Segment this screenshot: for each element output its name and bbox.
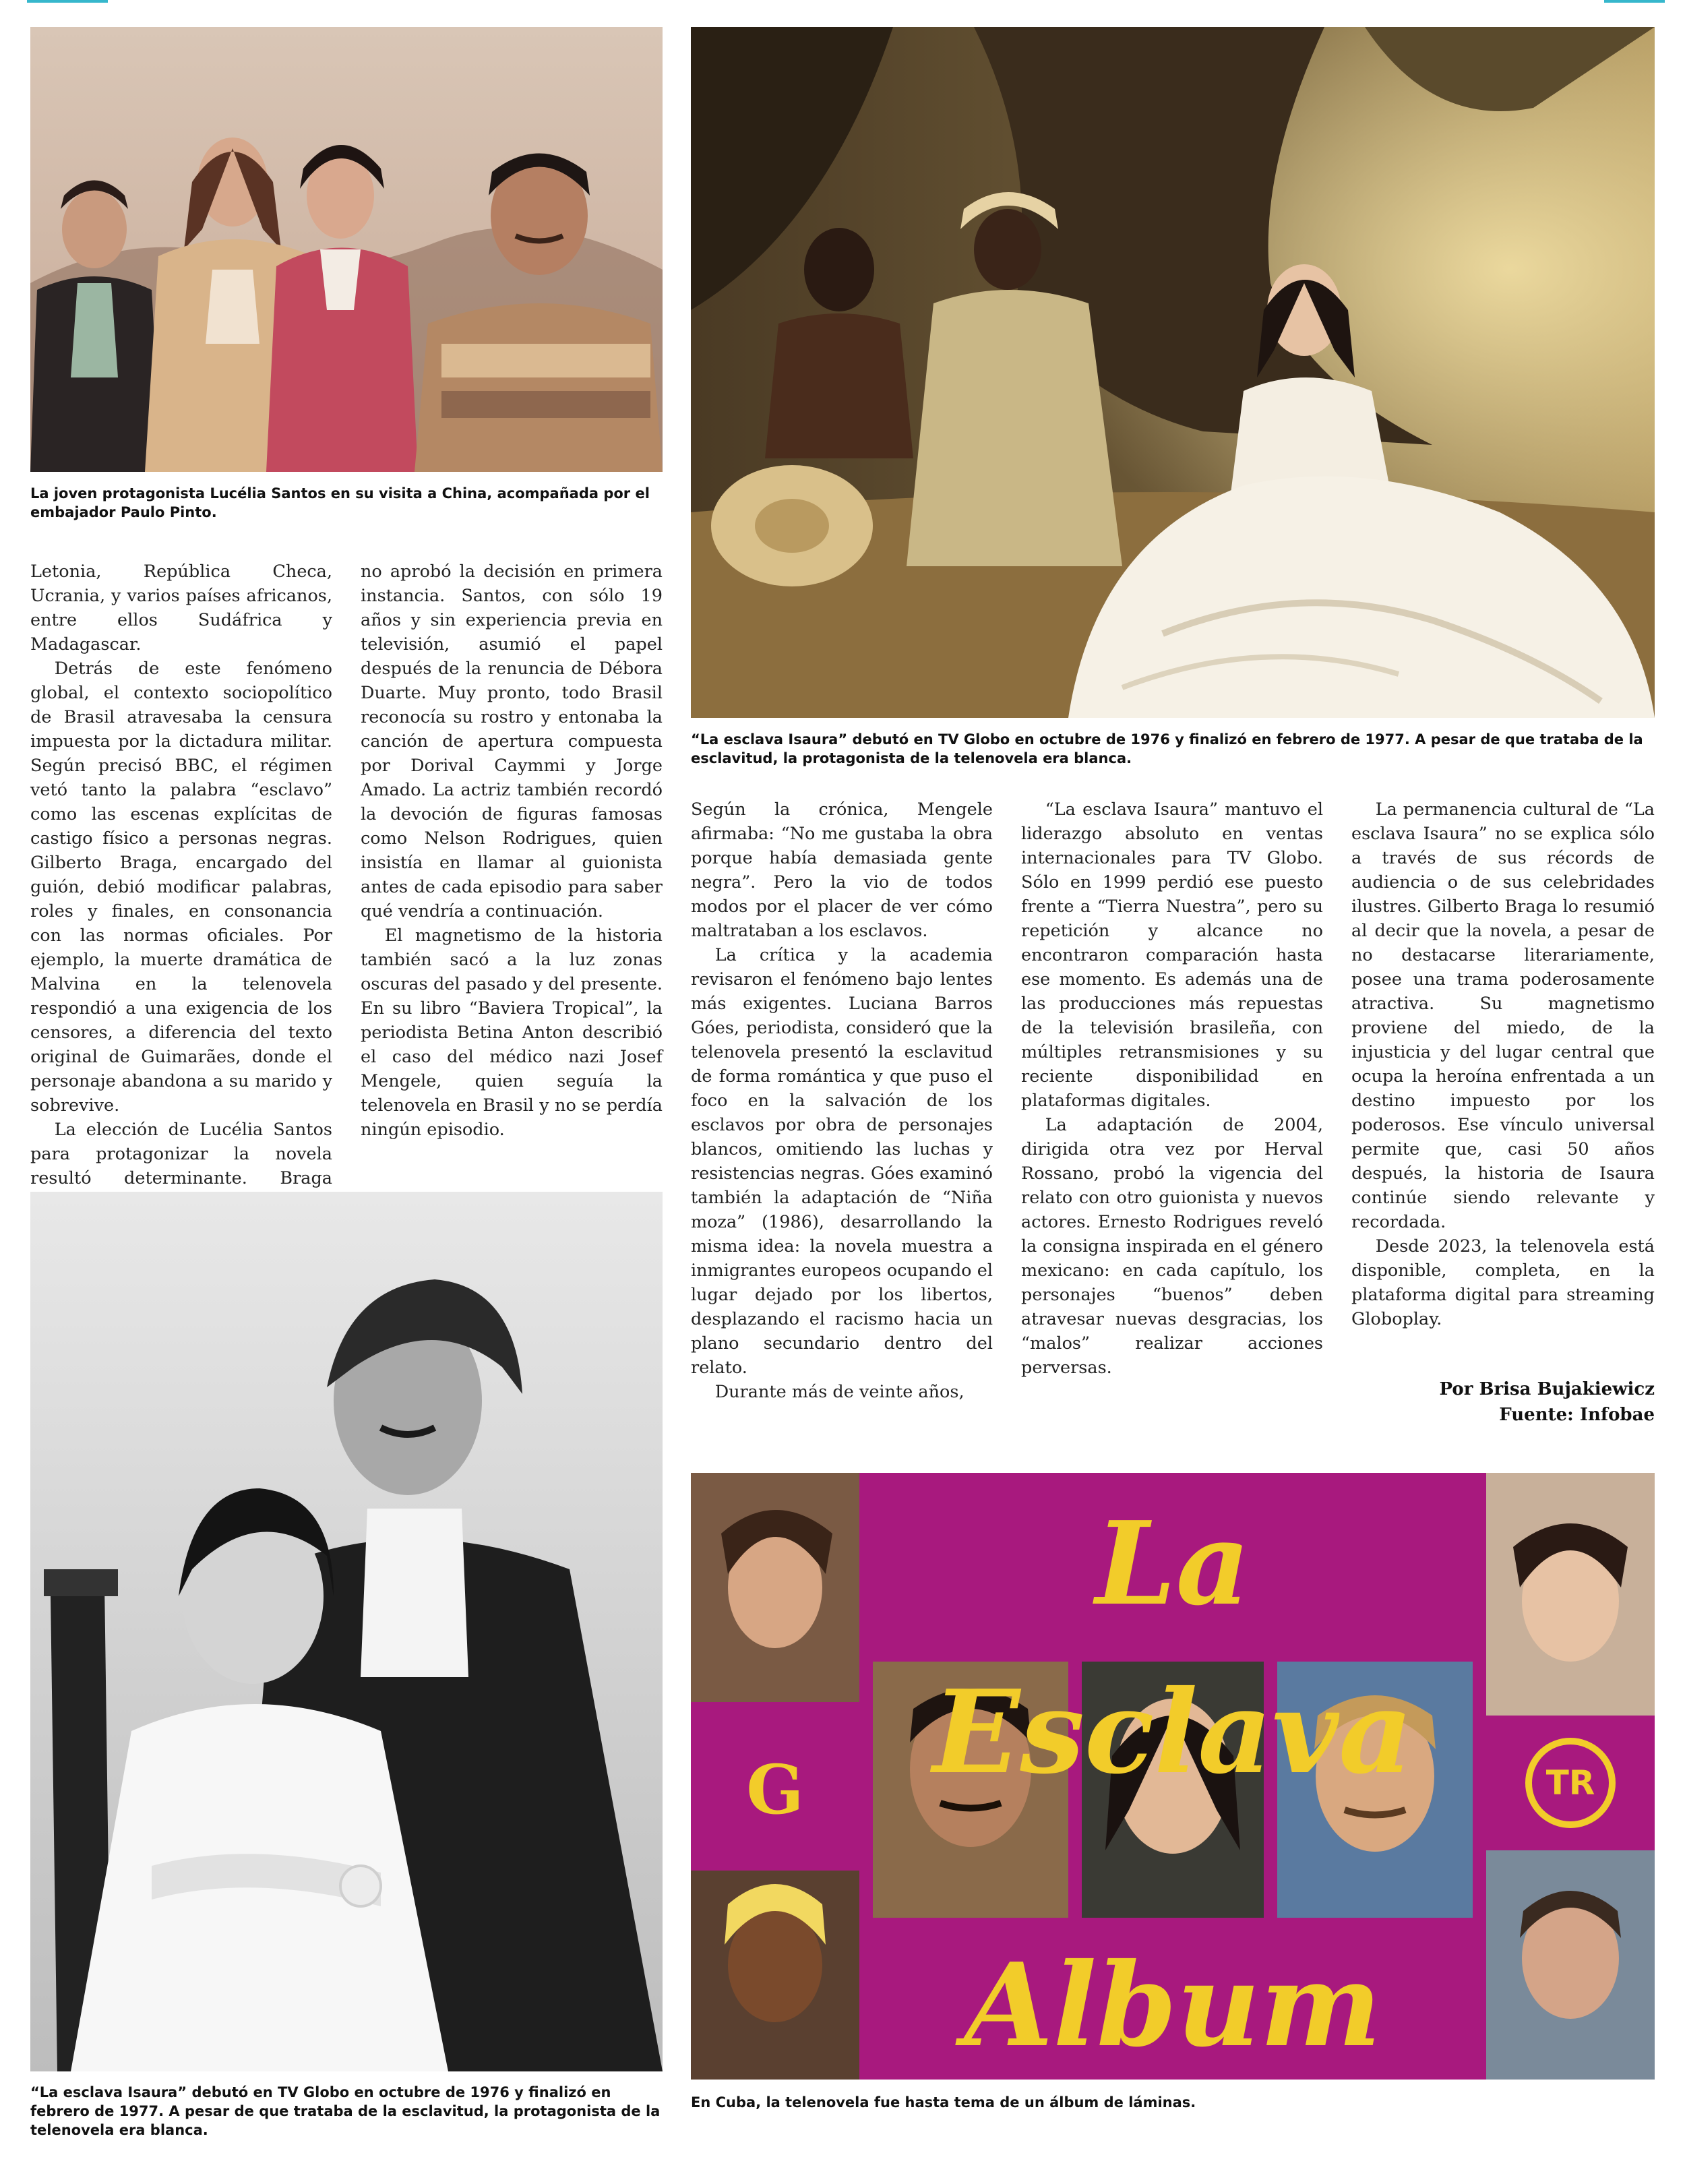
col3-para-1: Según la crónica, Mengele afirmaba: “No me gustaba la obra porque había demasiada gente negra”. Pero la vio de todos modos por el placer de ver cómo maltrataban a los esclavos. [691,799,993,941]
album-badge-g: G [746,1750,804,1829]
caption-top-right: “La esclava Isaura” debutó en TV Globo en octubre de 1976 y finalizó en febrero de 1977. A pesar de que trataba de la esclavitud, la protagonista de la telenovela era blanca. [691,731,1643,766]
article-column-1 [30,559,332,1215]
photo-isaura-couple-bw [30,1192,663,2071]
col1-para-2: Detrás de este fenómeno global, el contexto sociopolítico de Brasil atravesaba la censura impuesta por la dictadura militar. Según precisó BBC, el régimen vetó tanto la palabra “esclavo” como las escenas explícitas de castigo físico a personas negras. Gilberto Braga, encargado del guión, debió modificar palabras, roles y finales, en consonancia con las normas oficiales. Por ejemplo, la muerte dramática de Malvina en la telenovela respondió a una exigencia de los censores, a diferencia del texto original de Guimarães, donde el personaje abandona a su marido y sobrevive. [30,659,332,1116]
col3-para-3: Durante más de veinte años, [714,1382,964,1402]
col5-para-1: La permanencia cultural de “La esclava Isaura” no se explica sólo a través de sus récords de audiencia o de sus celebridades ilustres. Gilberto Braga lo resumió al decir que la novela, a pesar de no destacarse literariamente, posee una trama poderosamente atractiva. Su magnetismo proviene del miedo, de la injusticia y del lugar central que ocupa la heroína enfrentada a un destino impuesto por los poderosos. Ese vínculo universal permite que, casi 50 años después, la historia de Isaura continúe siendo relevante y recordada. [1351,799,1655,1232]
col3-para-2: La crítica y la academia revisaron el fenómeno bajo lentes más exigentes. Luciana Barros Góes, periodista, consideró que la telenovela presentó la esclavitud de forma romántica y que puso el foco en la salvación de los esclavos por obra de personajes blancos, omitiendo las luchas y resistencias negras. Góes examinó también la adaptación de “Niña moza” (1986), desarrollando la misma idea: la novela muestra a inmigrantes europeos ocupando el lugar dejado por los libertos, desplazando el racismo hacia un plano secundario dentro del relato. [691,945,993,1378]
caption-top-left: La joven protagonista Lucélia Santos en su visita a China, acompañada por el embajador Paulo Pinto. [30,485,650,520]
col2-para-1: no aprobó la decisión en primera instancia. Santos, con sólo 19 años y sin experiencia previa en televisión, asumió el papel después de la renuncia de Débora Duarte. Muy pronto, todo Brasil reconocía su rostro y entonaba la canción de apertura compuesta por Dorival Caymmi y Jorge Amado. La actriz también recordó la devoción de figuras famosas como Nelson Rodrigues, quien insistía en llamar al guionista antes de cada episodio para saber qué vendría a continuación. [361,562,663,921]
album-title-bottom: Album [964,1938,1382,2073]
col4-para-2: La adaptación de 2004, dirigida otra vez por Herval Rossano, probó la vigencia del relato con otro guionista y nuevos actores. Ernesto Rodrigues reveló la consigna inspirada en el género mexicano: en cada capítulo, los personajes “buenos” deben atravesar nuevas desgracias, los “malos” realizar acciones perversas. [1021,1115,1323,1378]
article-column-4 [1021,797,1323,1380]
article-column-2 [361,559,663,1142]
byline: Por Brisa Bujakiewicz [1439,1379,1655,1399]
photo-lucelia-china [30,27,663,472]
article-column-5 [1351,797,1655,1331]
col4-para-1: “La esclava Isaura” mantuvo el liderazgo absoluto en ventas internacionales para TV Globo. Sólo en 1999 perdió ese puesto frente a “Tierra Nuestra”, pero su repetición y alcance no encontraron comparación hasta ese momento. Es además una de las producciones más repuestas de la televisión brasileña, con múltiples retransmisiones y su reciente disponibilidad en plataformas digitales. [1021,799,1323,1111]
caption-bottom-right: En Cuba, la telenovela fue hasta tema de un álbum de láminas. [691,2094,1196,2111]
album-badge-tr: TR [1545,1763,1595,1802]
col5-para-2: Desde 2023, la telenovela está disponible, completa, en la plataforma digital para streaming Globoplay. [1351,1236,1655,1329]
col2-para-2: El magnetismo de la historia también sacó a la luz zonas oscuras del pasado y del presente. En su libro “Baviera Tropical”, la periodista Betina Anton describió el caso del médico nazi Josef Mengele, quien seguía la telenovela en Brasil y no se perdía ningún episodio. [361,926,663,1140]
col1-para-1: Letonia, República Checa, Ucrania, y varios países africanos, entre ellos Sudáfrica y Madagascar. [30,562,332,655]
source-credit: Fuente: Infobae [1499,1405,1655,1425]
col1-para-3: La elección de Lucélia Santos para protagonizar la novela resultó determinante. Braga [30,1120,332,1188]
top-accent-line [0,0,1685,7]
album-cover-la-esclava [691,1473,1655,2080]
photo-esclava-isaura-scene [691,27,1655,718]
article-column-3 [691,797,993,1404]
album-title-top: La Esclava [932,1496,1413,1800]
caption-bottom-left: “La esclava Isaura” debutó en TV Globo en octubre de 1976 y finalizó en febrero de 1977. A pesar de que trataba de la esclavitud, la protagonista de la telenovela era blanca. [30,2084,661,2138]
article-signature [1351,1376,1655,1428]
